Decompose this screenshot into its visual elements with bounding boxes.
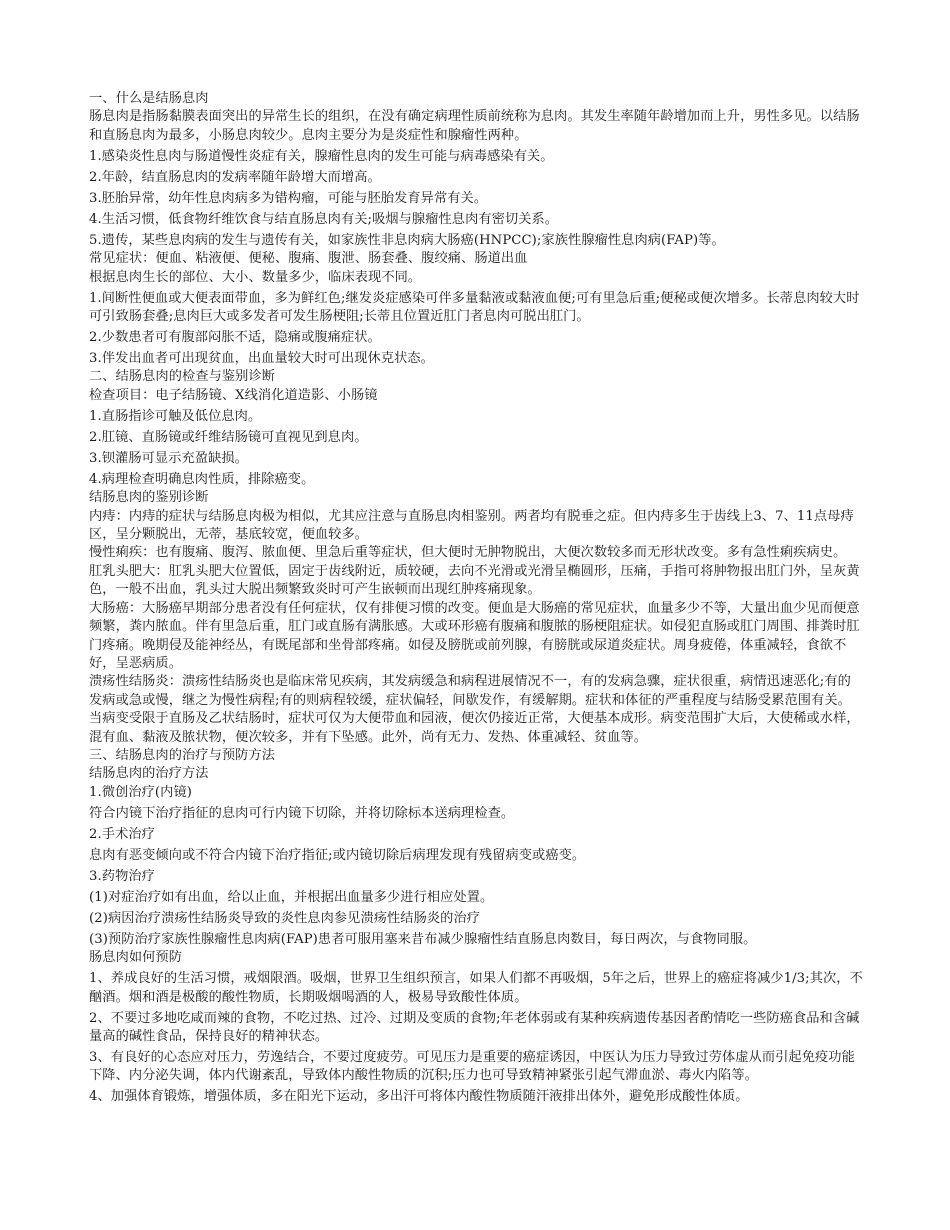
paragraph: 2.手术治疗 xyxy=(89,826,155,842)
paragraph: 肠息肉如何预防 xyxy=(89,950,183,966)
paragraph: 符合内镜下治疗指征的息肉可行内镜下切除，并将切除标本送病理检查。 xyxy=(89,805,515,821)
paragraph: 息肉有恶变倾向或不符合内镜下治疗指征;或内镜切除后病理发现有残留病变或癌变。 xyxy=(89,847,586,863)
paragraph: 1、养成良好的生活习惯，戒烟限酒。吸烟，世界卫生组织预言，如果人们都不再吸烟，5年之后，世界上的癌症将减少1/3;其次，不酗酒。烟和酒是极酸的酸性物质，长期吸烟喝酒的人，极易导致酸性体质。 xyxy=(89,971,863,1005)
paragraph: 1.间断性便血或大便表面带血，多为鲜红色;继发炎症感染可伴多量黏液或黏液血便;可有里急后重;便秘或便次增多。长蒂息肉较大时可引致肠套叠;息肉巨大或多发者可发生肠梗阻;长蒂且位置近肛门者息肉可脱出肛门。 xyxy=(89,290,860,325)
paragraph: 3.钡灌肠可显示充盈缺损。 xyxy=(89,450,248,466)
paragraph: 结肠息肉的治疗方法 xyxy=(89,766,209,782)
paragraph: 内痔：内痔的症状与结肠息肉极为相似，尤其应注意与直肠息肉相鉴别。两者均有脱垂之症。但内痔多生于齿线上3、7、11点母痔区，呈分颗脱出，无蒂，基底较宽，便血较多。 xyxy=(89,508,854,543)
paragraph: (3)预防治疗家族性腺瘤性息肉病(FAP)患者可服用塞来昔布减少腺瘤性结直肠息肉数目，每日两次，与食物同服。 xyxy=(89,931,757,947)
paragraph: (2)病因治疗溃疡性结肠炎导致的炎性息肉参见溃疡性结肠炎的治疗 xyxy=(89,910,481,926)
paragraph: 2.年龄，结直肠息肉的发病率随年龄增大而增高。 xyxy=(89,169,381,185)
paragraph: 4、加强体育锻炼，增强体质，多在阳光下运动，多出汗可将体内酸性物质随汗液排出体外，避免形成酸性体质。 xyxy=(89,1089,749,1105)
paragraph: 肛乳头肥大：肛乳头肥大位置低，固定于齿线附近，质较硬，去向不光滑或光滑呈椭圆形，压痛，手指可将肿物报出肛门外，呈灰黄色，一般不出血，乳头过大脱出频繁致炎时可产生嵌顿而出现红肿疼痛现象。 xyxy=(89,563,860,598)
paragraph: 大肠癌：大肠癌早期部分患者没有任何症状，仅有排便习惯的改变。便血是大肠癌的常见症状，血量多少不等，大量出血少见而便意频繁，粪内脓血。伴有里急后重，肛门或直肠有满胀感。大或环形癌有腹痛和腹脓的肠梗阻症状。如侵犯直肠或肛门周围、排粪时肛门疼痛。晚期侵及能神经丛，有既尾部和坐骨部疼痛。如侵及膀胱或前列腺，有膀胱或尿道炎症状。周身疲倦，体重减轻，食欲不好，呈恶病质。 xyxy=(89,600,860,671)
paragraph: 检查项目：电子结肠镜、X线消化道造影、小肠镜 xyxy=(89,387,378,403)
paragraph: 3.伴发出血者可出现贫血，出血量较大时可出现休克状态。 xyxy=(89,351,434,367)
paragraph: 二、结肠息肉的检查与鉴别诊断 xyxy=(89,369,276,385)
paragraph: 2、不要过多地吃咸而辣的食物，不吃过热、过冷、过期及变质的食物;年老体弱或有某种疾病遗传基因者酌情吃一些防癌食品和含碱量高的碱性食品，保持良好的精神状态。 xyxy=(89,1010,860,1044)
paragraph: 1.直肠指诊可触及低位息肉。 xyxy=(89,408,262,424)
paragraph: 3.药物治疗 xyxy=(89,868,155,884)
paragraph: 4.病理检查明确息肉性质，排除癌变。 xyxy=(89,471,315,487)
paragraph: 1.微创治疗(内镜) xyxy=(89,784,192,800)
document-body xyxy=(89,90,864,1107)
paragraph: 慢性痢疾：也有腹痛、腹泻、脓血便、里急后重等症状，但大便时无肿物脱出，大便次数较多而无形状改变。多有急性痢疾病史。 xyxy=(89,545,847,561)
paragraph: (1)对症治疗如有出血，给以止血，并根据出血量多少进行相应处置。 xyxy=(89,889,494,905)
paragraph: 1.感染炎性息肉与肠道慢性炎症有关，腺瘤性息肉的发生可能与病毒感染有关。 xyxy=(89,148,554,164)
paragraph: 肠息肉是指肠黏膜表面突出的异常生长的组织，在没有确定病理性质前统称为息肉。其发生率随年龄增加而上升，男性多见。以结肠和直肠息肉为最多，小肠息肉较少。息肉主要分为是炎症性和腺瘤性两种。 xyxy=(89,109,860,143)
paragraph: 常见症状：便血、粘液便、便秘、腹痛、腹泄、肠套叠、腹绞痛、肠道出血 xyxy=(89,251,528,267)
paragraph: 2.肛镜、直肠镜或纤维结肠镜可直视见到息肉。 xyxy=(89,429,368,445)
paragraph: 3、有良好的心态应对压力，劳逸结合，不要过度疲劳。可见压力是重要的癌症诱因，中医认为压力导致过劳体虚从而引起免疫功能下降、内分泌失调，体内代谢紊乱，导致体内酸性物质的沉积;压力也可导致精神紧张引起气滞血淤、毒火内陷等。 xyxy=(89,1049,855,1084)
paragraph: 一、什么是结肠息肉 xyxy=(89,91,209,106)
paragraph: 3.胚胎异常，幼年性息肉病多为错构瘤，可能与胚胎发育异常有关。 xyxy=(89,190,488,206)
paragraph: 5.遗传，某些息肉病的发生与遗传有关，如家族性非息肉病大肠癌(HNPCC);家族性腺瘤性息肉病(FAP)等。 xyxy=(89,232,725,248)
paragraph: 4.生活习惯，低食物纤维饮食与结直肠息肉有关;吸烟与腺瘤性息肉有密切关系。 xyxy=(89,211,559,227)
paragraph: 三、结肠息肉的治疗与预防方法 xyxy=(89,747,276,763)
paragraph: 2.少数患者可有腹部闷胀不适，隐痛或腹痛症状。 xyxy=(89,330,381,346)
paragraph: 根据息肉生长的部位、大小、数量多少，临床表现不同。 xyxy=(89,269,422,285)
paragraph: 结肠息肉的鉴别诊断 xyxy=(89,490,209,506)
paragraph: 溃疡性结肠炎：溃疡性结肠炎也是临床常见疾病，其发病缓急和病程进展情况不一，有的发病急骤，症状很重，病情迅速恶化;有的发病或急或慢，继之为慢性病程;有的则病程较缓，症状偏轻，间歇发作，有缓解期。症状和体征的严重程度与结肠受累范围有关。当病变受限于直肠及乙状结肠时，症状可仅为大便带血和园液，便次仍接近正常，大便基本成形。病变范围扩大后，大使稀或水样，混有血、黏液及脓状物，便次较多，并有下坠感。此外，尚有无力、发热、体重减轻、贫血等。 xyxy=(89,674,860,745)
